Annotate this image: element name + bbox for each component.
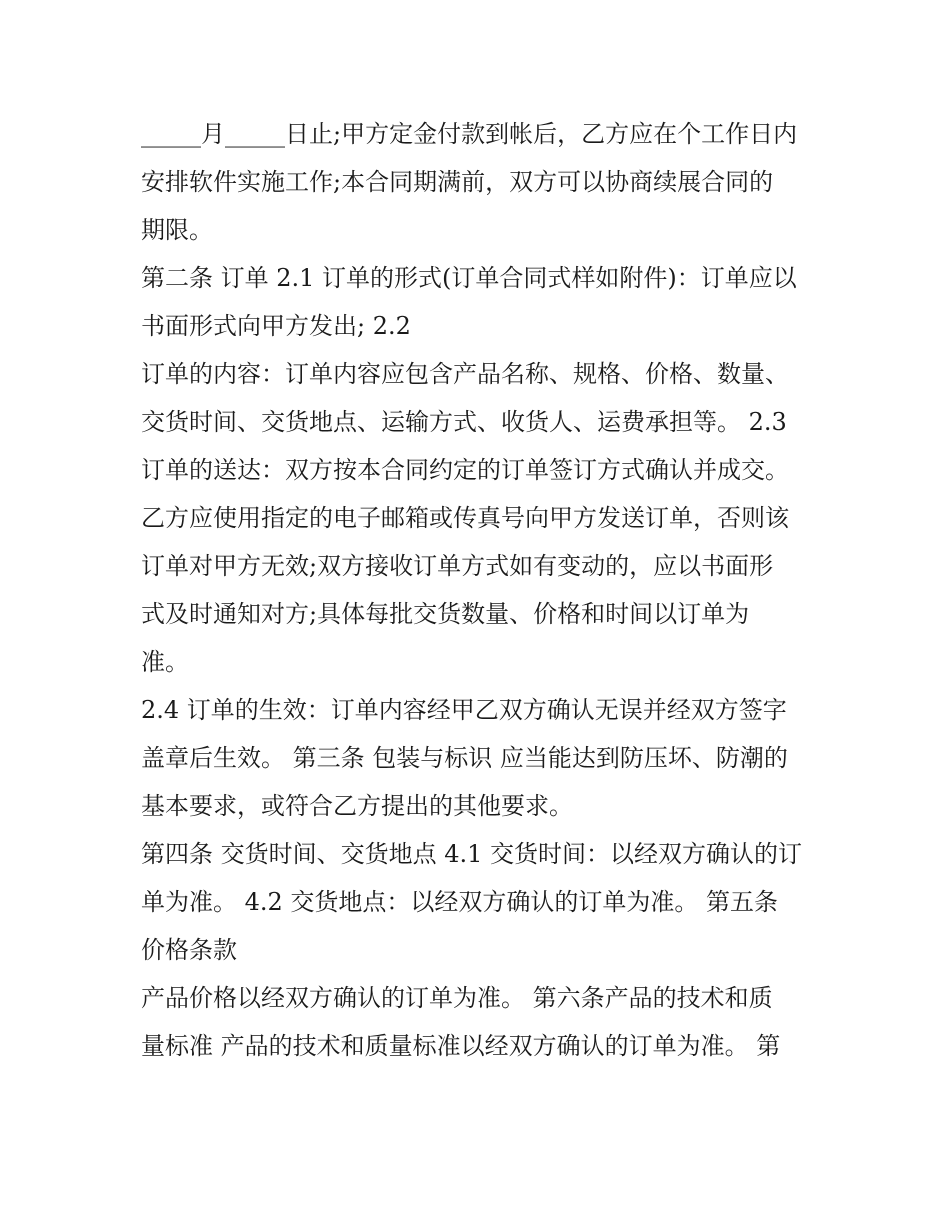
text-line-8: 订单的送达：双方按本合同约定的订单签订方式确认并成交。 xyxy=(141,456,789,484)
text-line-9: 乙方应使用指定的电子邮箱或传真号向甲方发送订单，否则该 xyxy=(141,504,789,532)
text-line-13: 2.4 订单的生效：订单内容经甲乙双方确认无误并经双方签字 xyxy=(141,696,787,724)
text-line-4: 第二条 订单 2.1 订单的形式(订单合同式样如附件)：订单应以 xyxy=(141,264,797,292)
text-line-20: 量标准 产品的技术和质量标准以经双方确认的订单为准。 第 xyxy=(141,1032,781,1060)
text-line-1: _____月_____日止;甲方定金付款到帐后，乙方应在个工作日内 xyxy=(141,120,798,148)
text-line-12: 准。 xyxy=(141,648,189,676)
text-line-16: 第四条 交货时间、交货地点 4.1 交货时间：以经双方确认的订 xyxy=(141,840,803,868)
document-body xyxy=(141,110,841,1070)
text-line-7: 交货时间、交货地点、运输方式、收货人、运费承担等。 2.3 xyxy=(141,408,787,436)
text-line-2: 安排软件实施工作;本合同期满前，双方可以协商续展合同的 xyxy=(141,168,774,196)
text-line-14: 盖章后生效。 第三条 包装与标识 应当能达到防压坏、防潮的 xyxy=(141,744,788,772)
text-line-5: 书面形式向甲方发出; 2.2 xyxy=(141,312,411,340)
text-line-15: 基本要求，或符合乙方提出的其他要求。 xyxy=(141,792,573,820)
text-line-19: 产品价格以经双方确认的订单为准。 第六条产品的技术和质 xyxy=(141,984,773,1012)
text-line-11: 式及时通知对方;具体每批交货数量、价格和时间以订单为 xyxy=(141,600,750,628)
text-line-6: 订单的内容：订单内容应包含产品名称、规格、价格、数量、 xyxy=(141,360,789,388)
text-line-10: 订单对甲方无效;双方接收订单方式如有变动的，应以书面形 xyxy=(141,552,774,580)
text-line-18: 价格条款 xyxy=(141,936,237,964)
text-line-3: 期限。 xyxy=(141,216,213,244)
text-line-17: 单为准。 4.2 交货地点：以经双方确认的订单为准。 第五条 xyxy=(141,888,779,916)
